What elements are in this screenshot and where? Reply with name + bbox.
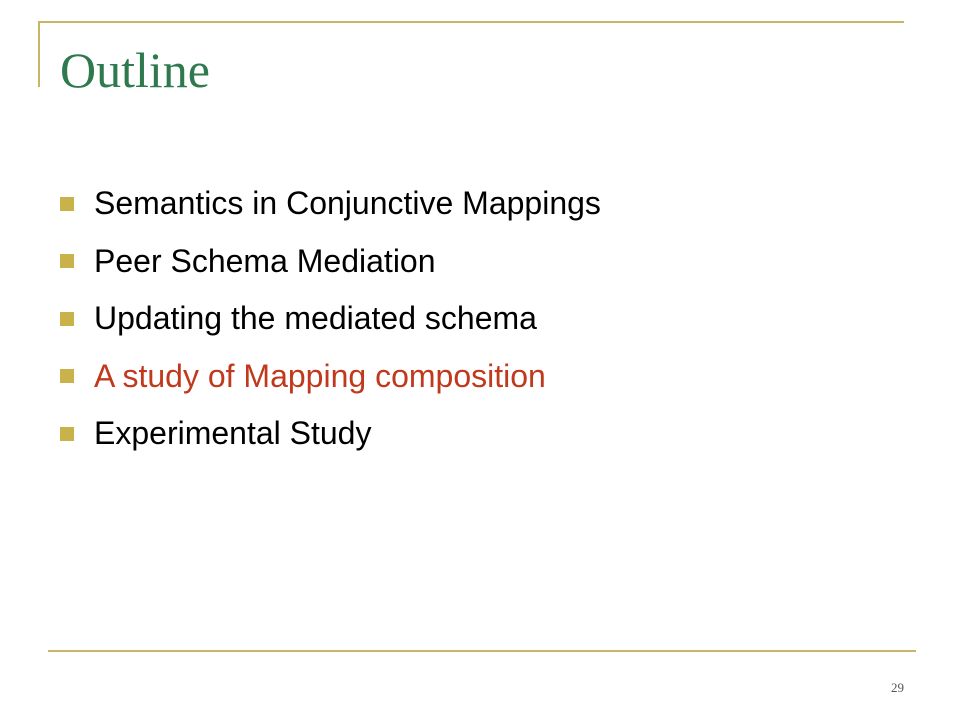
bullet-text: Semantics in Conjunctive Mappings	[94, 185, 601, 222]
bullet-text: Updating the mediated schema	[94, 300, 537, 337]
footer-line	[48, 650, 916, 652]
bullet-list	[60, 175, 601, 463]
bullet-item	[60, 405, 601, 463]
bullet-item	[60, 175, 601, 233]
bullet-item	[60, 233, 601, 291]
square-bullet-icon	[60, 254, 74, 268]
frame-top-line	[38, 21, 904, 23]
bullet-item	[60, 290, 601, 348]
bullet-item-current	[60, 348, 601, 406]
page-number: 29	[891, 680, 904, 695]
bullet-text-highlighted: A study of Mapping composition	[94, 357, 546, 394]
bullet-text: Experimental Study	[94, 415, 372, 452]
square-bullet-icon	[60, 197, 74, 211]
frame-left-line	[38, 21, 40, 87]
slide-title: Outline	[60, 42, 210, 98]
square-bullet-icon	[60, 427, 74, 441]
square-bullet-icon	[60, 369, 74, 383]
square-bullet-icon	[60, 312, 74, 326]
bullet-text: Peer Schema Mediation	[94, 242, 436, 279]
